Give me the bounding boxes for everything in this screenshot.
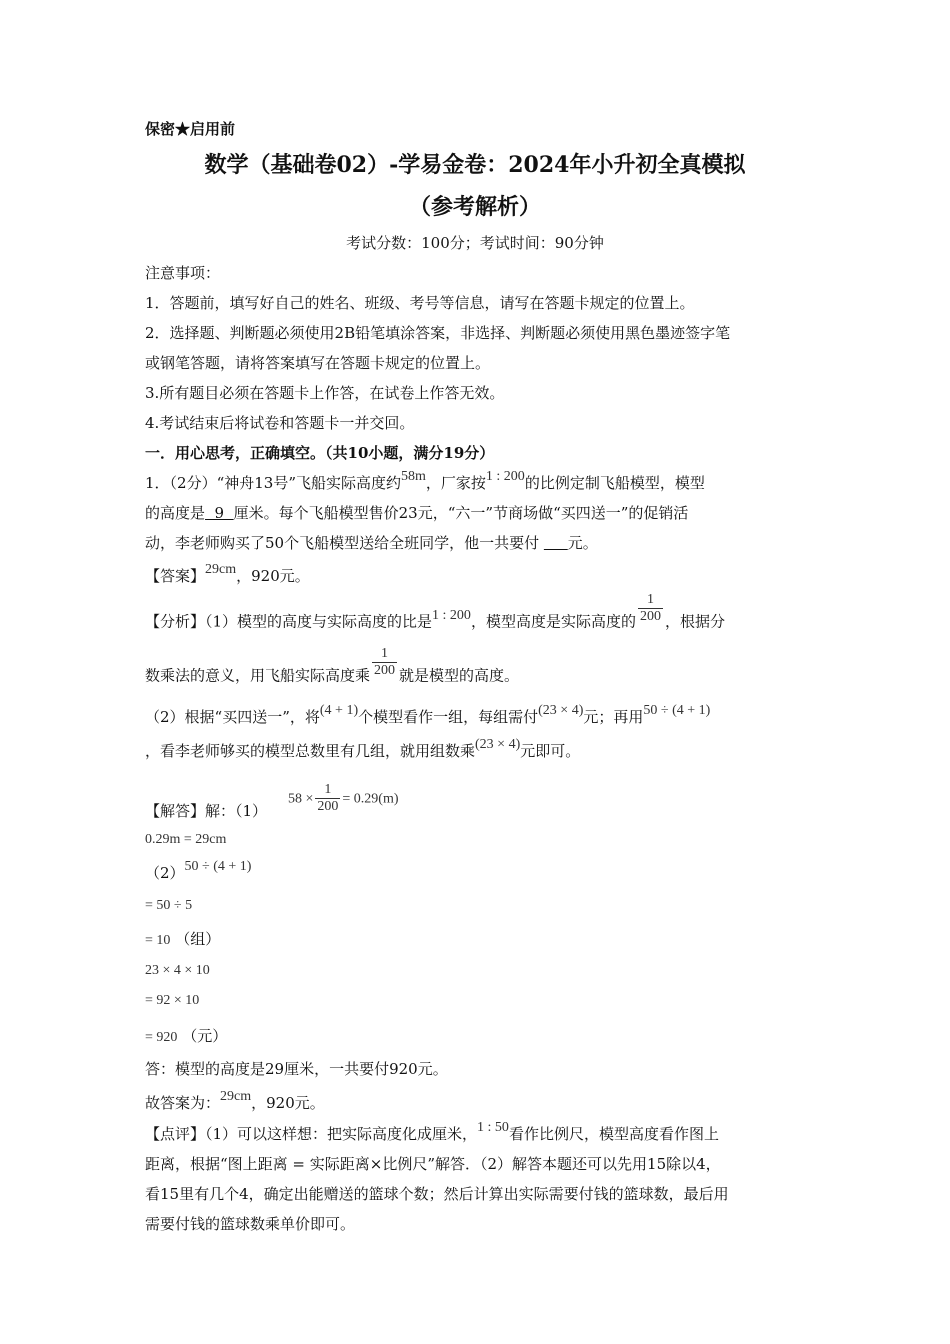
solution-label: 【解答】解：（1） <box>145 802 268 820</box>
analysis-line <box>145 646 520 693</box>
analysis-group: (4 + 1) <box>319 703 359 718</box>
fraction-one-over-200: $\frac{1}{200}$ <box>317 782 339 814</box>
analysis-ratio: 1 : 200 <box>432 607 471 623</box>
solution-step: （2）50 ÷ (4 + 1) <box>145 859 252 882</box>
answer-blank-1[interactable]: 9 <box>205 504 234 522</box>
solution-step: 0.29m = 29cm <box>145 832 227 847</box>
q1-ratio: 1 : 200 <box>485 469 525 484</box>
q1-text: 元。 <box>567 534 598 552</box>
analysis-text: ，模型高度是实际高度的 <box>470 612 636 631</box>
review-line: 需要付钱的篮球数乘单价即可。 <box>145 1215 356 1233</box>
reply-line: 答：模型的高度是29厘米，一共要付920元。 <box>145 1060 448 1078</box>
section-heading: 一．用心思考，正确填空。（共10小题，满分19分） <box>145 444 495 462</box>
solution-step: = 10 （组） <box>145 930 221 948</box>
analysis-line <box>145 737 581 761</box>
q1-text: 的高度是 <box>145 504 206 522</box>
q1-text: 的比例定制飞船模型，模型 <box>524 474 705 492</box>
analysis-text: 数乘法的意义，用飞船实际高度乘 <box>145 666 371 685</box>
answer-line <box>145 562 310 586</box>
solution-equation: 58 × $\frac{1}{200}$ = 0.29(m) <box>288 782 399 814</box>
analysis-text: ，根据分 <box>664 612 725 631</box>
solution-step: = 920 （元） <box>145 1027 228 1045</box>
solution-step: 23 × 4 × 10 <box>145 963 210 978</box>
q1-text: 动，李老师购买了50个飞船模型送给全班同学，他一共要付 <box>145 534 540 552</box>
fraction-one-over-200: $\frac{1}{200}$ <box>374 646 396 678</box>
answer-label: 【答案】 <box>145 567 206 585</box>
analysis-text: 元；再用 <box>583 708 644 726</box>
analysis-text: 【分析】（1）模型的高度与实际高度的比是 <box>145 612 433 631</box>
fraction-one-over-200: $\frac{1}{200}$ <box>639 592 661 624</box>
final-answer-line: 故答案为：29cm，920元。 <box>145 1089 325 1112</box>
question-1-line <box>145 502 688 523</box>
question-1-line <box>145 469 705 493</box>
review-line: 距离，根据“图上距离 = 实际距离×比例尺”解答．（2）解答本题还可以先用15除以4， <box>145 1155 721 1173</box>
q1-text: 厘米。每个飞船模型售价23元，“六一”节商场做“买四送一”的促销活 <box>233 504 689 522</box>
analysis-text: 就是模型的高度。 <box>399 666 520 685</box>
notes-heading: 注意事项： <box>145 264 221 282</box>
analysis-line <box>145 592 725 639</box>
exam-info: 考试分数：100分；考试时间：90分钟 <box>346 234 604 252</box>
review-line: 看15里有几个4，确定出能赠送的篮球个数；然后计算出实际需要付钱的篮球数，最后用 <box>145 1185 729 1203</box>
note-item: 3.所有题目必须在答题卡上作答，在试卷上作答无效。 <box>145 384 505 402</box>
analysis-division: 50 ÷ (4 + 1) <box>643 703 711 718</box>
review-line: 【点评】（1）可以这样想：把实际高度化成厘米，1 : 50看作比例尺，模型高度看作图上 <box>145 1120 719 1143</box>
q1-text: 1．（2分）“神舟13号”飞船实际高度约 <box>145 474 402 492</box>
page-title: 数学（基础卷02）-学易金卷：2024年小升初全真模拟 <box>204 152 746 178</box>
solution-step: = 92 × 10 <box>145 993 200 1008</box>
analysis-text: （2）根据“买四送一”，将 <box>145 708 320 726</box>
note-item: 或钢笔答题，请将答案填写在答题卡规定的位置上。 <box>145 354 491 372</box>
question-1-line <box>145 532 598 553</box>
analysis-group-price: (23 × 4) <box>475 737 521 752</box>
note-item: 1．答题前，填写好自己的姓名、班级、考号等信息，请写在答题卡规定的位置上。 <box>145 294 695 312</box>
analysis-line <box>145 703 711 727</box>
q1-height-value: 58m <box>401 469 426 484</box>
solution-step: = 50 ÷ 5 <box>145 898 193 913</box>
analysis-text: ，看李老师够买的模型总数里有几组，就用组数乘 <box>145 742 476 760</box>
answer-text: ，920元。 <box>236 567 310 585</box>
analysis-text: 元即可。 <box>520 742 581 760</box>
confidential-label: 保密★启用前 <box>145 120 236 138</box>
note-item: 2．选择题、判断题必须使用2B铅笔填涂答案，非选择、判断题必须使用黑色墨迹签字笔 <box>145 324 731 342</box>
answer-value: 29cm <box>205 562 237 577</box>
q1-text: ，厂家按 <box>425 474 486 492</box>
page-subtitle: （参考解析） <box>408 194 541 220</box>
analysis-group-price: (23 × 4) <box>538 703 584 718</box>
note-item: 4.考试结束后将试卷和答题卡一并交回。 <box>145 414 415 432</box>
analysis-text: 个模型看作一组，每组需付 <box>358 708 539 726</box>
answer-blank-2[interactable] <box>544 534 568 552</box>
